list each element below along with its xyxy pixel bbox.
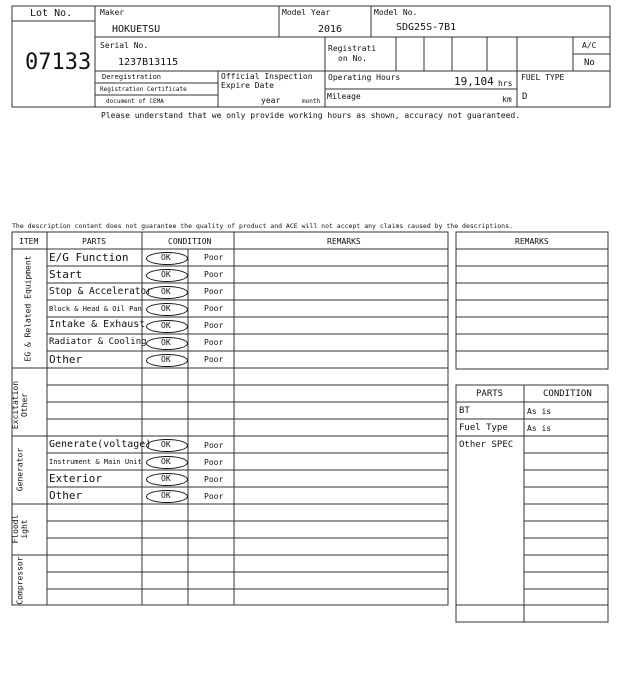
poor-label: Poor	[204, 492, 224, 501]
group-label-compressor: Compressor	[15, 556, 25, 605]
ok-mark: OK	[161, 270, 171, 279]
maker-label: Maker	[100, 8, 125, 17]
poor-label: Poor	[204, 287, 224, 296]
poor-label: Poor	[204, 321, 224, 330]
registration-certificate-label: Registration Certificate	[100, 86, 187, 93]
eg-part-other: Other	[49, 353, 83, 366]
ok-mark: OK	[161, 355, 171, 364]
poor-label: Poor	[204, 475, 224, 484]
expire-date-label: Expire Date	[221, 81, 274, 90]
serial-no-value: 1237B13115	[118, 57, 179, 68]
ok-mark: OK	[161, 440, 171, 449]
lot-no-label: Lot No.	[30, 8, 73, 19]
model-no-value: SDG25S-7B1	[396, 22, 457, 33]
fuel-type-value: D	[522, 92, 528, 102]
item-header: ITEM	[19, 237, 39, 246]
year-label: year	[261, 96, 281, 105]
ok-mark: OK	[161, 287, 171, 296]
model-year-value: 2016	[318, 24, 343, 35]
group-label-excitation: Excitation Other	[11, 380, 29, 430]
ac-value: No	[584, 58, 595, 68]
working-hours-notice: Please understand that we only provide working hours as shown, accuracy not guaranteed.	[101, 111, 521, 120]
poor-label: Poor	[204, 304, 224, 313]
operating-hours-label: Operating Hours	[328, 73, 401, 82]
condition-header: CONDITION	[168, 237, 212, 246]
group-label-floodlight: Floodl ight	[11, 514, 29, 544]
ac-label: A/C	[582, 41, 597, 50]
right-parts-header: PARTS	[476, 389, 504, 399]
ok-mark: OK	[161, 321, 171, 330]
month-label: month	[302, 98, 321, 105]
group-label-eg: EG & Related Equipment	[23, 255, 33, 362]
poor-label: Poor	[204, 355, 224, 364]
operating-hours-value: 19,104	[454, 75, 494, 88]
right-condition-fuel-type: As is	[527, 424, 552, 433]
deregistration-label: Deregistration	[102, 73, 162, 81]
gen-part-instrument-main-unit: Instrument & Main Unit	[49, 458, 142, 466]
eg-part-start: Start	[49, 268, 83, 281]
ok-mark: OK	[161, 304, 171, 313]
eg-part-intake-exhaust: Intake & Exhaust	[49, 319, 146, 330]
ok-mark: OK	[161, 338, 171, 347]
ok-mark: OK	[161, 253, 171, 262]
gen-part-other: Other	[49, 489, 83, 502]
right-part-other-spec: Other SPEC	[459, 440, 514, 450]
gen-part-exterior: Exterior	[49, 472, 102, 485]
registration-no-label-1: Registrati	[328, 44, 377, 53]
remarks-header: REMARKS	[327, 237, 361, 246]
eg-part-ef-function: E/G Function	[49, 251, 129, 264]
hrs-unit: hrs	[498, 79, 513, 88]
eg-part-stop-accelerator: Stop & Accelerator	[49, 286, 152, 297]
cema-document-label: document of CEMA	[106, 98, 164, 105]
serial-no-label: Serial No.	[100, 41, 149, 50]
lot-no-value: 07133	[25, 50, 92, 75]
registration-no-label-2: on No.	[338, 54, 367, 63]
model-year-label: Model Year	[282, 8, 331, 17]
ok-mark: OK	[161, 457, 171, 466]
ok-mark: OK	[161, 474, 171, 483]
gen-part-generate-voltage: Generate(voltage)	[49, 439, 152, 450]
disclaimer-text: The description content does not guarantee the quality of product and ACE will not accept any claims caused by the descriptions.	[12, 222, 513, 230]
fuel-type-label: FUEL TYPE	[521, 73, 565, 82]
poor-label: Poor	[204, 270, 224, 279]
km-unit: km	[502, 95, 512, 104]
parts-header: PARTS	[82, 237, 107, 246]
model-no-label: Model No.	[374, 8, 418, 17]
maker-value: HOKUETSU	[112, 24, 161, 35]
right-remarks-header: REMARKS	[515, 237, 549, 246]
right-condition-header: CONDITION	[543, 389, 592, 399]
eg-part-block-head-oil-pan: Block & Head & Oil Pan	[49, 305, 142, 313]
poor-label: Poor	[204, 253, 224, 262]
poor-label: Poor	[204, 458, 224, 467]
right-part-fuel-type: Fuel Type	[459, 423, 508, 433]
right-part-bt: BT	[459, 406, 470, 416]
official-inspection-label: Official Inspection	[221, 72, 313, 81]
mileage-label: Mileage	[327, 92, 361, 101]
group-label-generator: Generator	[15, 447, 25, 492]
right-condition-bt: As is	[527, 407, 552, 416]
ok-mark: OK	[161, 491, 171, 500]
eg-part-radiator-cooling: Radiator & Cooling	[49, 337, 147, 347]
poor-label: Poor	[204, 441, 224, 450]
poor-label: Poor	[204, 338, 224, 347]
